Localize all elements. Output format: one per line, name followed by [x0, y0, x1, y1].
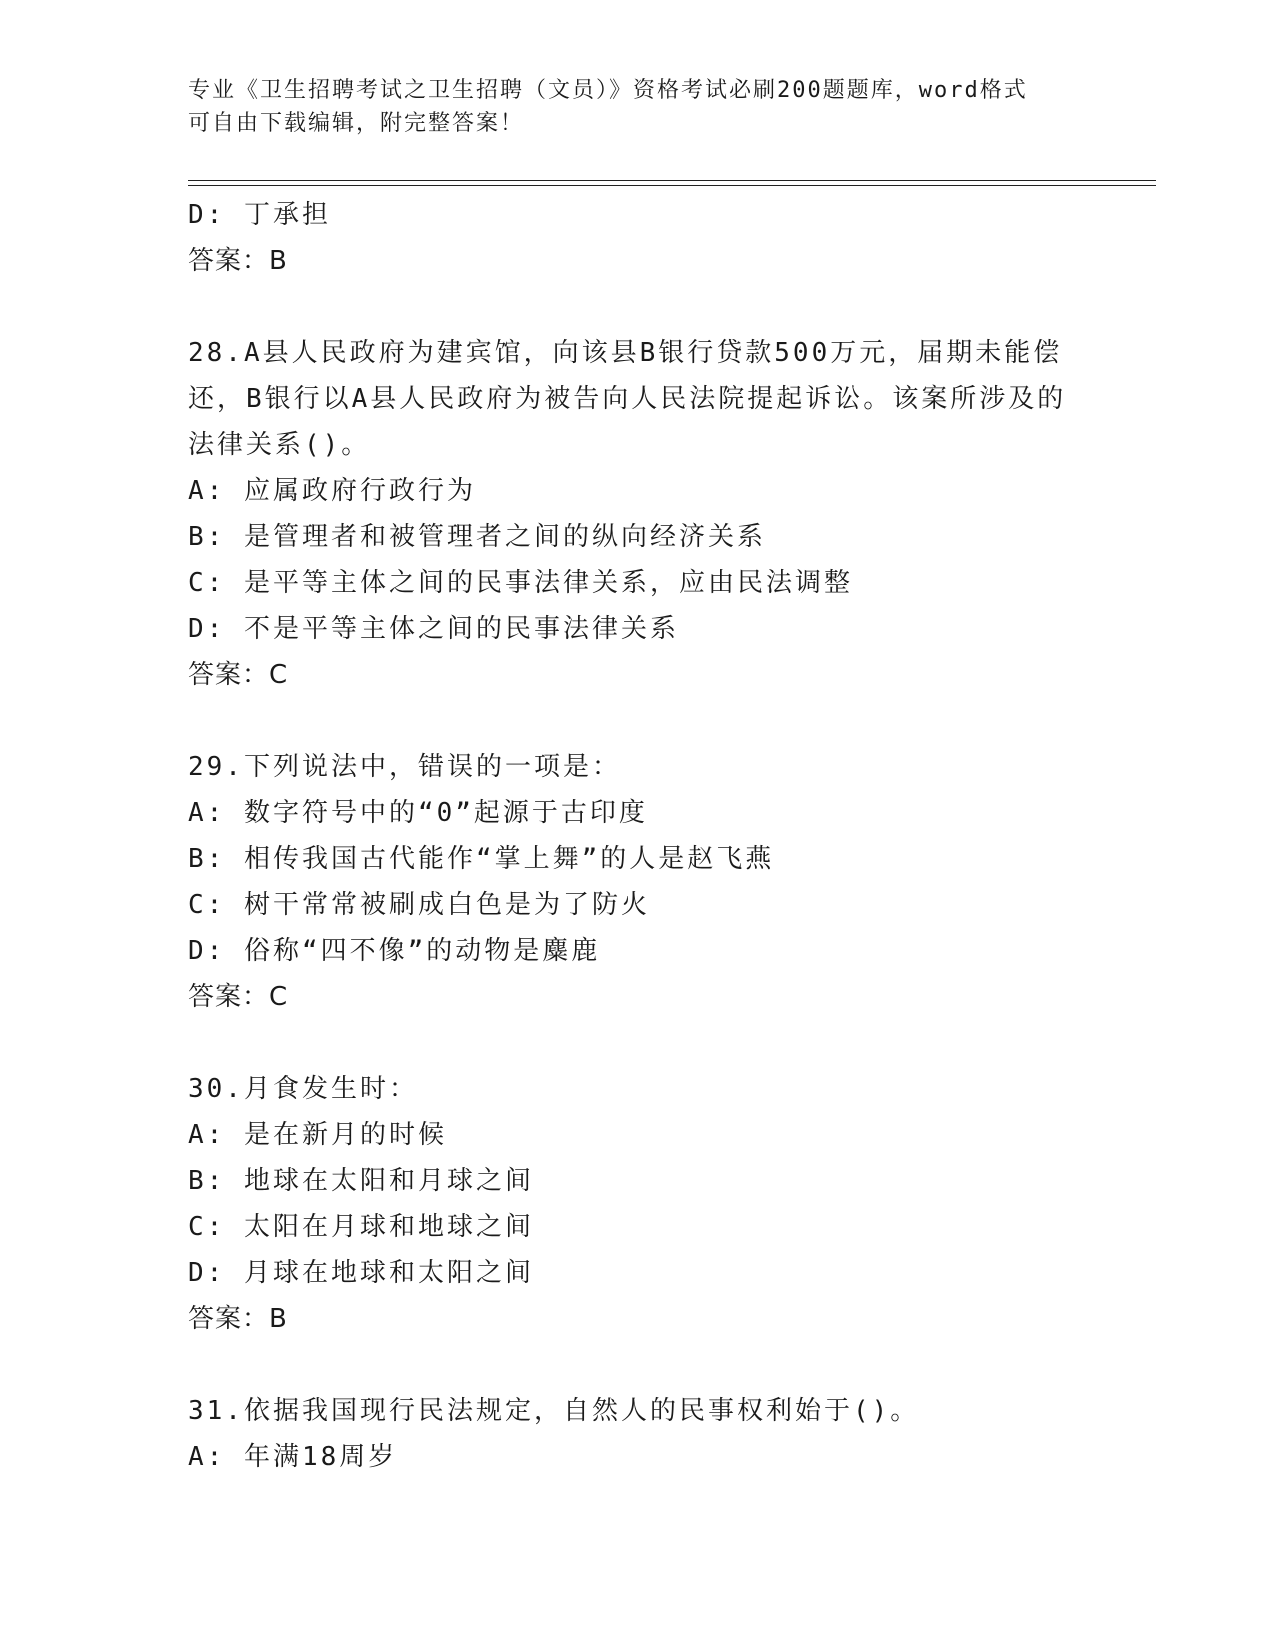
option-b: B: 相传我国古代能作“掌上舞”的人是赵飞燕 — [188, 844, 775, 874]
spacer — [188, 1020, 1148, 1066]
option-a: A: 数字符号中的“0”起源于古印度 — [188, 798, 648, 828]
spacer — [188, 698, 1148, 744]
question-text: 31.依据我国现行民法规定，自然人的民事权利始于()。 — [188, 1396, 920, 1426]
spacer — [188, 1342, 1148, 1388]
option-c: C: 太阳在月球和地球之间 — [188, 1212, 534, 1242]
question-31 — [188, 1388, 1148, 1480]
option-a: A: 应属政府行政行为 — [188, 476, 476, 506]
spacer — [188, 284, 1148, 330]
answer-line: 答案：B — [188, 246, 288, 276]
question-28 — [188, 330, 1148, 698]
answer-line: 答案：C — [188, 982, 289, 1012]
option-b: B: 是管理者和被管理者之间的纵向经济关系 — [188, 522, 766, 552]
header-line-2: 可自由下载编辑，附完整答案！ — [188, 111, 525, 136]
option-b: B: 地球在太阳和月球之间 — [188, 1166, 534, 1196]
question-text: 30.月食发生时： — [188, 1074, 418, 1104]
question-content — [188, 192, 1148, 1480]
answer-line: 答案：C — [188, 660, 289, 690]
option-d: D: 俗称“四不像”的动物是麋鹿 — [188, 936, 601, 966]
option-d: D: 不是平等主体之间的民事法律关系 — [188, 614, 679, 644]
question-29 — [188, 744, 1148, 1020]
question-text: 29.下列说法中，错误的一项是： — [188, 752, 621, 782]
question-30 — [188, 1066, 1148, 1342]
document-header — [188, 74, 1088, 140]
question-text: 还，B银行以A县人民政府为被告向人民法院提起诉讼。该案所涉及的 — [188, 384, 1067, 414]
option-a: A: 是在新月的时候 — [188, 1120, 447, 1150]
option-c: C: 是平等主体之间的民事法律关系，应由民法调整 — [188, 568, 853, 598]
header-divider-bottom — [188, 185, 1156, 186]
option-d: D: 月球在地球和太阳之间 — [188, 1258, 534, 1288]
question-text: 法律关系()。 — [188, 430, 371, 460]
option-a: A: 年满18周岁 — [188, 1442, 398, 1472]
question-text: 28.A县人民政府为建宾馆，向该县B银行贷款500万元，届期未能偿 — [188, 338, 1063, 368]
header-divider-top — [188, 180, 1156, 181]
answer-line: 答案：B — [188, 1304, 288, 1334]
header-line-1: 专业《卫生招聘考试之卫生招聘（文员）》资格考试必刷200题题库，word格式 — [188, 78, 1028, 103]
option-d: D: 丁承担 — [188, 200, 331, 230]
option-c: C: 树干常常被刷成白色是为了防火 — [188, 890, 650, 920]
